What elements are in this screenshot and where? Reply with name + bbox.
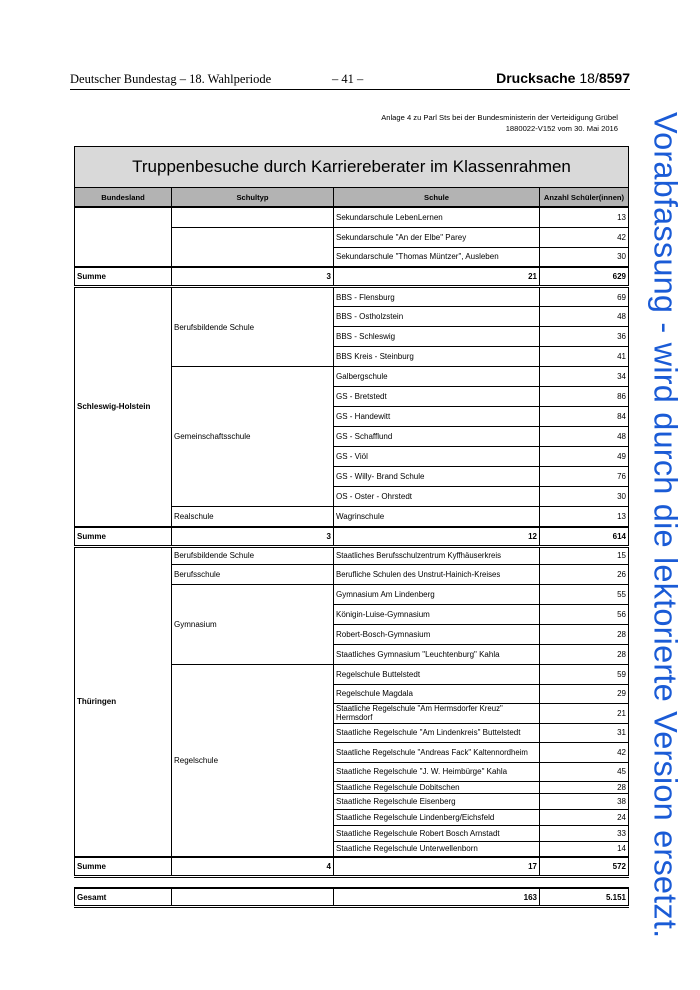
parliament-period: Deutscher Bundestag – 18. Wahlperiode (70, 72, 272, 86)
draft-stamp (640, 112, 690, 939)
table-row: Gymnasium Gymnasium Am Lindenberg 55 (75, 584, 629, 604)
col-schule: Schule (334, 188, 540, 208)
table-row: BBS - Ostholzstein 48 (75, 307, 629, 327)
table-row: Thüringen Berufsbildende Schule Staatliches Berufsschulzentrum Kyffhäuserkreis 15 (75, 546, 629, 564)
table-row: GS - Viöl 49 (75, 447, 629, 467)
doc-label: Drucksache (496, 70, 576, 86)
sum-row: Summe 3 12 614 (75, 527, 629, 547)
table-row: Königin-Luise-Gymnasium 56 (75, 604, 629, 624)
table-row: Regelschule Regelschule Buttelstedt 59 (75, 664, 629, 684)
col-schultyp: Schultyp (172, 188, 334, 208)
sum-row: Summe 3 21 629 (75, 267, 629, 287)
table-row: Staatliche Regelschule Lindenberg/Eichsfeld 24 (75, 809, 629, 825)
state-cell: Thüringen (75, 546, 172, 857)
state-cell: Schleswig-Holstein (75, 287, 172, 527)
table-row: GS - Willy- Brand Schule 76 (75, 467, 629, 487)
col-anzahl: Anzahl Schüler(innen) (540, 188, 629, 208)
table-row: GS - Schafflund 48 (75, 427, 629, 447)
sum-row: Summe 4 17 572 (75, 857, 629, 877)
col-bundesland: Bundesland (75, 188, 172, 208)
table-row: Sekundarschule "Thomas Müntzer", Ausleben 30 (75, 247, 629, 267)
page-header (70, 70, 630, 90)
table-row: Staatliche Regelschule "Am Hermsdorfer Kreuz" Hermsdorf 21 (75, 703, 629, 723)
table-row: Staatliche Regelschule Unterwellenborn 14 (75, 841, 629, 857)
page-number: – 41 – (332, 72, 364, 86)
school-visits-table (74, 146, 629, 878)
table-row: Staatliche Regelschule Robert Bosch Arnstadt 33 (75, 825, 629, 841)
table-row: Staatliche Regelschule Dobitschen 28 (75, 781, 629, 793)
table-row: Realschule Wagrinschule 13 (75, 507, 629, 527)
doc-prefix: 18/ (579, 70, 599, 86)
table-row: Staatliche Regelschule "Am Lindenkreis" Buttelstedt 31 (75, 723, 629, 742)
table-row: Berufsschule Berufliche Schulen des Unstrut-Hainich-Kreises 26 (75, 564, 629, 584)
annex-line-2: 1880022-V152 vom 30. Mai 2016 (505, 124, 618, 133)
table-row: Gemeinschaftsschule Galbergschule 34 (75, 367, 629, 387)
annex-line-1: Anlage 4 zu Parl Sts bei der Bundesministerin der Verteidigung Grübel (381, 113, 618, 122)
table-title: Truppenbesuche durch Karriereberater im Klassenrahmen (75, 147, 629, 188)
table-row: Robert-Bosch-Gymnasium 28 (75, 624, 629, 644)
table-row: GS - Handewitt 84 (75, 407, 629, 427)
doc-num: 8597 (598, 70, 630, 86)
draft-stamp-text: Vorabfassung - wird durch die lektorierte Version ersetzt. (647, 112, 684, 939)
table-row: Staatliche Regelschule "Andreas Fack" Kaltennordheim 42 (75, 742, 629, 762)
table-row: BBS - Schleswig 36 (75, 327, 629, 347)
table-row: Sekundarschule LebenLernen 13 (75, 207, 629, 227)
annex-note (381, 112, 618, 134)
table-row: Staatliches Gymnasium "Leuchtenburg" Kahla 28 (75, 644, 629, 664)
table-row: GS - Bretstedt 86 (75, 387, 629, 407)
table-row: Regelschule Magdala 29 (75, 684, 629, 703)
table-row: BBS Kreis - Steinburg 41 (75, 347, 629, 367)
table-row: Staatliche Regelschule Eisenberg 38 (75, 793, 629, 809)
total-row: Gesamt 163 5.151 (75, 888, 629, 907)
table-row: OS - Oster - Ohrstedt 30 (75, 487, 629, 507)
grand-total-table (74, 887, 629, 908)
table-row: Staatliche Regelschule "J. W. Heimbürge" Kahla 45 (75, 762, 629, 781)
table-row: Sekundarschule "An der Elbe" Parey 42 (75, 227, 629, 247)
column-headers (75, 188, 629, 208)
document-number (496, 70, 630, 86)
table-row: Schleswig-Holstein Berufsbildende Schule BBS - Flensburg 69 (75, 287, 629, 307)
header-rule (70, 89, 630, 90)
